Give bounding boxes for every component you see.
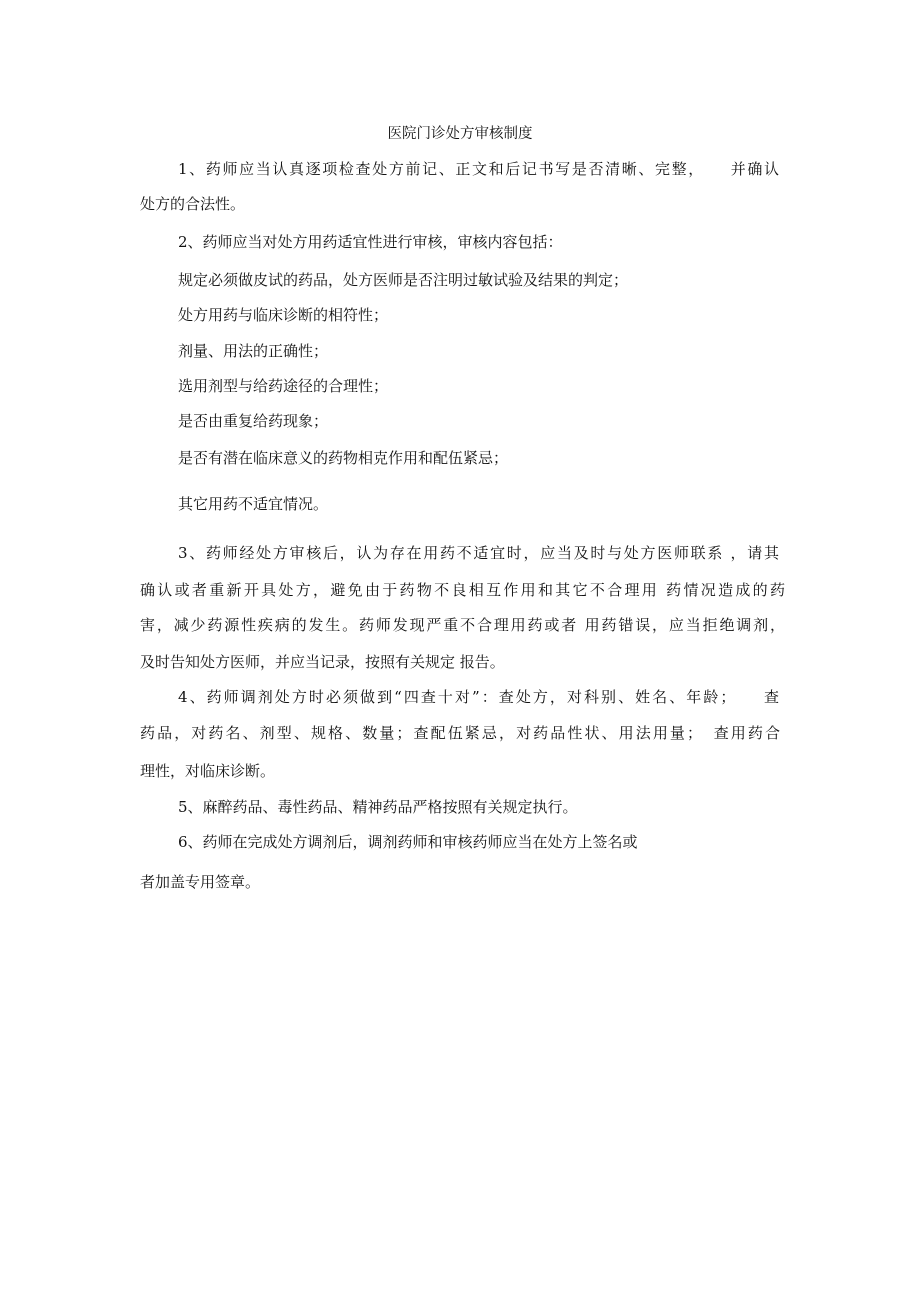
text-line: 处方用药与临床诊断的相符性； (178, 306, 389, 324)
text-line: 1、药师应当认真逐项检查处方前记、正文和后记书写是否清晰、完整， 并确认 (178, 160, 779, 178)
text-line: 者加盖专用签章。 (140, 873, 261, 891)
text-line: 选用剂型与给药途径的合理性； (178, 377, 389, 395)
text-line: 3、药师经处方审核后，认为存在用药不适宜时，应当及时与处方医师联系 ，请其 (178, 544, 779, 562)
text-line: 药品，对药名、剂型、规格、数量；查配伍紧忌，对药品性状、用法用量； 查用药合 (140, 724, 780, 742)
text-line: 确认或者重新开具处方，避免由于药物不良相互作用和其它不合理用 药情况造成的药 (140, 581, 785, 599)
text-line: 理性，对临床诊断。 (140, 762, 276, 780)
text-line: 4、药师调剂处方时必须做到“四查十对”：查处方，对科别、姓名、年龄； 查 (178, 688, 779, 706)
text-line: 剂量、用法的正确性； (178, 342, 329, 360)
text-line: 害，减少药源性疾病的发生。药师发现严重不合理用药或者 用药错误，应当拒绝调剂， (140, 616, 785, 634)
text-line: 6、药师在完成处方调剂后，调剂药师和审核药师应当在处方上签名或 (178, 833, 638, 851)
text-line: 其它用药不适宜情况。 (178, 495, 329, 513)
text-line: 及时告知处方医师，并应当记录，按照有关规定 报告。 (140, 653, 505, 671)
document-title: 医院门诊处方审核制度 (387, 126, 533, 142)
text-line: 处方的合法性。 (140, 195, 246, 213)
text-line: 是否有潜在临床意义的药物相克作用和配伍紧忌； (178, 449, 509, 467)
text-line: 5、麻醉药品、毒性药品、精神药品严格按照有关规定执行。 (178, 798, 578, 816)
text-line: 是否由重复给药现象； (178, 412, 329, 430)
text-line: 2、药师应当对处方用药适宜性进行审核，审核内容包括： (178, 233, 563, 251)
text-line: 规定必须做皮试的药品，处方医师是否注明过敏试验及结果的判定； (178, 271, 629, 289)
